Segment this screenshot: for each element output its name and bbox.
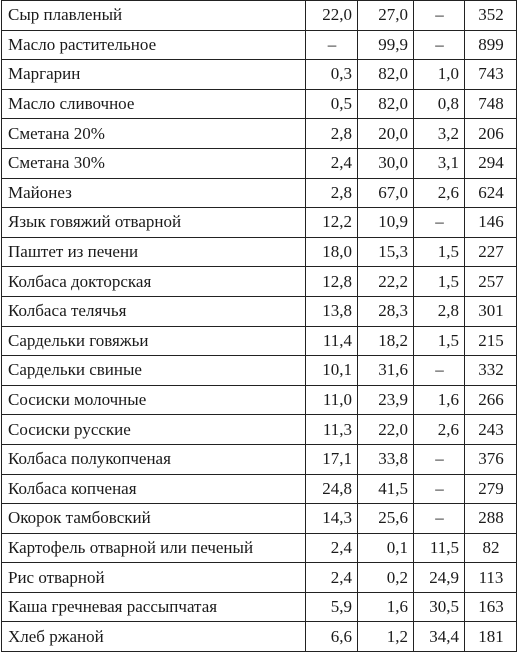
table-row [2, 444, 517, 474]
table-row [2, 60, 517, 90]
table-row [2, 1, 517, 31]
fat-cell: 25,6 [358, 504, 414, 534]
table-row [2, 504, 517, 534]
food-name-cell: Колбаса докторская [2, 267, 306, 297]
kcal-cell: 163 [465, 592, 517, 622]
carbs-cell: – [414, 208, 465, 238]
food-name-cell: Паштет из печени [2, 237, 306, 267]
table-row [2, 563, 517, 593]
kcal-cell: 376 [465, 444, 517, 474]
food-name-cell: Колбаса полукопченая [2, 444, 306, 474]
kcal-cell: 748 [465, 89, 517, 119]
table-row [2, 474, 517, 504]
kcal-cell: 227 [465, 237, 517, 267]
protein-cell: 2,4 [306, 148, 358, 178]
table-row [2, 592, 517, 622]
carbs-cell: 1,5 [414, 267, 465, 297]
carbs-cell: – [414, 474, 465, 504]
protein-cell: 5,9 [306, 592, 358, 622]
table-row [2, 356, 517, 386]
protein-cell: 2,8 [306, 178, 358, 208]
protein-cell: 2,4 [306, 533, 358, 563]
table-row [2, 148, 517, 178]
food-name-cell: Каша гречневая рассыпчатая [2, 592, 306, 622]
fat-cell: 27,0 [358, 1, 414, 31]
table-row [2, 415, 517, 445]
kcal-cell: 257 [465, 267, 517, 297]
carbs-cell: 1,5 [414, 237, 465, 267]
protein-cell: 24,8 [306, 474, 358, 504]
fat-cell: 22,0 [358, 415, 414, 445]
fat-cell: 20,0 [358, 119, 414, 149]
table-row [2, 385, 517, 415]
fat-cell: 99,9 [358, 30, 414, 60]
carbs-cell: 1,5 [414, 326, 465, 356]
protein-cell: 10,1 [306, 356, 358, 386]
protein-cell: 11,3 [306, 415, 358, 445]
protein-cell: 17,1 [306, 444, 358, 474]
food-name-cell: Сосиски молочные [2, 385, 306, 415]
fat-cell: 67,0 [358, 178, 414, 208]
protein-cell: 0,5 [306, 89, 358, 119]
kcal-cell: 352 [465, 1, 517, 31]
carbs-cell: 2,6 [414, 178, 465, 208]
food-name-cell: Майонез [2, 178, 306, 208]
carbs-cell: 1,6 [414, 385, 465, 415]
protein-cell: 14,3 [306, 504, 358, 534]
fat-cell: 1,2 [358, 622, 414, 652]
table-row [2, 178, 517, 208]
kcal-cell: 266 [465, 385, 517, 415]
table-body [2, 1, 517, 652]
table-row [2, 208, 517, 238]
carbs-cell: – [414, 444, 465, 474]
carbs-cell: 34,4 [414, 622, 465, 652]
carbs-cell: – [414, 504, 465, 534]
food-name-cell: Хлеб ржаной [2, 622, 306, 652]
fat-cell: 0,1 [358, 533, 414, 563]
kcal-cell: 82 [465, 533, 517, 563]
carbs-cell: 3,2 [414, 119, 465, 149]
carbs-cell: 24,9 [414, 563, 465, 593]
food-name-cell: Колбаса копченая [2, 474, 306, 504]
food-name-cell: Маргарин [2, 60, 306, 90]
kcal-cell: 215 [465, 326, 517, 356]
carbs-cell: 2,6 [414, 415, 465, 445]
protein-cell: 2,8 [306, 119, 358, 149]
food-name-cell: Масло растительное [2, 30, 306, 60]
nutrition-table [1, 0, 517, 652]
protein-cell: 11,0 [306, 385, 358, 415]
carbs-cell: – [414, 1, 465, 31]
food-name-cell: Сыр плавленый [2, 1, 306, 31]
fat-cell: 31,6 [358, 356, 414, 386]
carbs-cell: 0,8 [414, 89, 465, 119]
protein-cell: 18,0 [306, 237, 358, 267]
kcal-cell: 288 [465, 504, 517, 534]
food-name-cell: Колбаса телячья [2, 296, 306, 326]
protein-cell: 2,4 [306, 563, 358, 593]
kcal-cell: 113 [465, 563, 517, 593]
table-row [2, 119, 517, 149]
fat-cell: 41,5 [358, 474, 414, 504]
protein-cell: 13,8 [306, 296, 358, 326]
fat-cell: 30,0 [358, 148, 414, 178]
kcal-cell: 181 [465, 622, 517, 652]
table-row [2, 89, 517, 119]
fat-cell: 18,2 [358, 326, 414, 356]
protein-cell: 12,2 [306, 208, 358, 238]
protein-cell: 22,0 [306, 1, 358, 31]
fat-cell: 15,3 [358, 237, 414, 267]
carbs-cell: 11,5 [414, 533, 465, 563]
fat-cell: 33,8 [358, 444, 414, 474]
food-name-cell: Картофель отварной или печеный [2, 533, 306, 563]
table-row [2, 533, 517, 563]
table-row [2, 296, 517, 326]
kcal-cell: 243 [465, 415, 517, 445]
food-name-cell: Сметана 20% [2, 119, 306, 149]
fat-cell: 10,9 [358, 208, 414, 238]
fat-cell: 82,0 [358, 60, 414, 90]
fat-cell: 82,0 [358, 89, 414, 119]
carbs-cell: 2,8 [414, 296, 465, 326]
fat-cell: 22,2 [358, 267, 414, 297]
carbs-cell: – [414, 356, 465, 386]
kcal-cell: 899 [465, 30, 517, 60]
table-row [2, 267, 517, 297]
fat-cell: 23,9 [358, 385, 414, 415]
food-name-cell: Язык говяжий отварной [2, 208, 306, 238]
fat-cell: 1,6 [358, 592, 414, 622]
table-row [2, 237, 517, 267]
fat-cell: 28,3 [358, 296, 414, 326]
kcal-cell: 301 [465, 296, 517, 326]
protein-cell: 6,6 [306, 622, 358, 652]
kcal-cell: 624 [465, 178, 517, 208]
protein-cell: 12,8 [306, 267, 358, 297]
kcal-cell: 294 [465, 148, 517, 178]
kcal-cell: 279 [465, 474, 517, 504]
table-row [2, 622, 517, 652]
table-row [2, 326, 517, 356]
kcal-cell: 743 [465, 60, 517, 90]
carbs-cell: 1,0 [414, 60, 465, 90]
food-name-cell: Сметана 30% [2, 148, 306, 178]
table-row [2, 30, 517, 60]
carbs-cell: – [414, 30, 465, 60]
fat-cell: 0,2 [358, 563, 414, 593]
food-name-cell: Окорок тамбовский [2, 504, 306, 534]
food-name-cell: Сосиски русские [2, 415, 306, 445]
carbs-cell: 30,5 [414, 592, 465, 622]
food-name-cell: Масло сливочное [2, 89, 306, 119]
kcal-cell: 332 [465, 356, 517, 386]
protein-cell: – [306, 30, 358, 60]
food-name-cell: Сардельки говяжьи [2, 326, 306, 356]
food-name-cell: Рис отварной [2, 563, 306, 593]
food-name-cell: Сардельки свиные [2, 356, 306, 386]
kcal-cell: 206 [465, 119, 517, 149]
protein-cell: 11,4 [306, 326, 358, 356]
protein-cell: 0,3 [306, 60, 358, 90]
carbs-cell: 3,1 [414, 148, 465, 178]
kcal-cell: 146 [465, 208, 517, 238]
